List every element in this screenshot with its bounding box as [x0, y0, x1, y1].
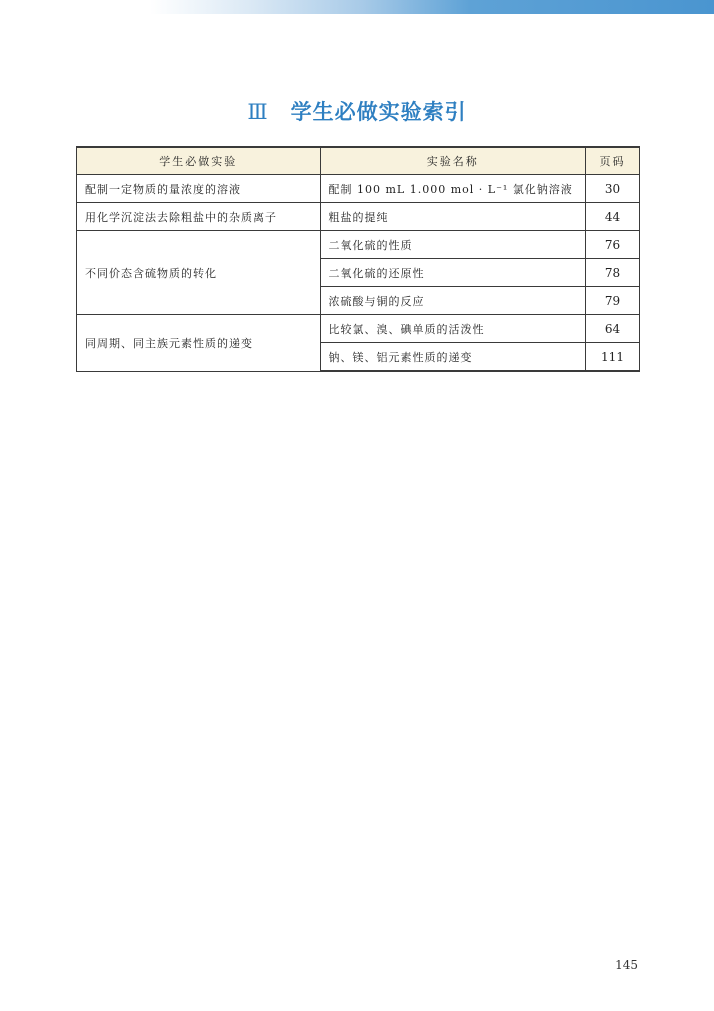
header-page: 页码 [586, 147, 640, 175]
experiment-cell: 同周期、同主族元素性质的递变 [77, 315, 321, 372]
experiment-name-cell: 二氧化硫的性质 [320, 231, 586, 259]
title-text: 学生必做实验索引 [290, 100, 467, 124]
experiment-cell: 用化学沉淀法去除粗盐中的杂质离子 [77, 203, 321, 231]
header-experiment: 学生必做实验 [77, 147, 321, 175]
experiment-cell: 不同价态含硫物质的转化 [77, 231, 321, 315]
experiment-name-cell: 粗盐的提纯 [320, 203, 586, 231]
top-decorative-band [0, 0, 714, 14]
experiment-name-cell: 钠、镁、铝元素性质的递变 [320, 343, 586, 372]
table-row [77, 231, 640, 259]
page-cell: 79 [586, 287, 640, 315]
page-cell: 76 [586, 231, 640, 259]
experiment-cell: 配制一定物质的量浓度的溶液 [77, 175, 321, 203]
page-title [0, 96, 714, 126]
table-row [77, 175, 640, 203]
table-row [77, 203, 640, 231]
page-cell: 64 [586, 315, 640, 343]
page-cell: 30 [586, 175, 640, 203]
page-cell: 44 [586, 203, 640, 231]
experiment-name-cell: 配制 100 mL 1.000 mol · L⁻¹ 氯化钠溶液 [320, 175, 586, 203]
page-cell: 111 [586, 343, 640, 372]
page-cell: 78 [586, 259, 640, 287]
page-number: 145 [615, 958, 638, 972]
experiment-name-cell: 二氧化硫的还原性 [320, 259, 586, 287]
table-row [77, 315, 640, 343]
header-experiment-name: 实验名称 [320, 147, 586, 175]
experiment-index-table [76, 146, 640, 372]
table-header-row [77, 147, 640, 175]
section-numeral: Ⅲ [247, 100, 269, 124]
experiment-name-cell: 浓硫酸与铜的反应 [320, 287, 586, 315]
experiment-name-cell: 比较氯、溴、碘单质的活泼性 [320, 315, 586, 343]
